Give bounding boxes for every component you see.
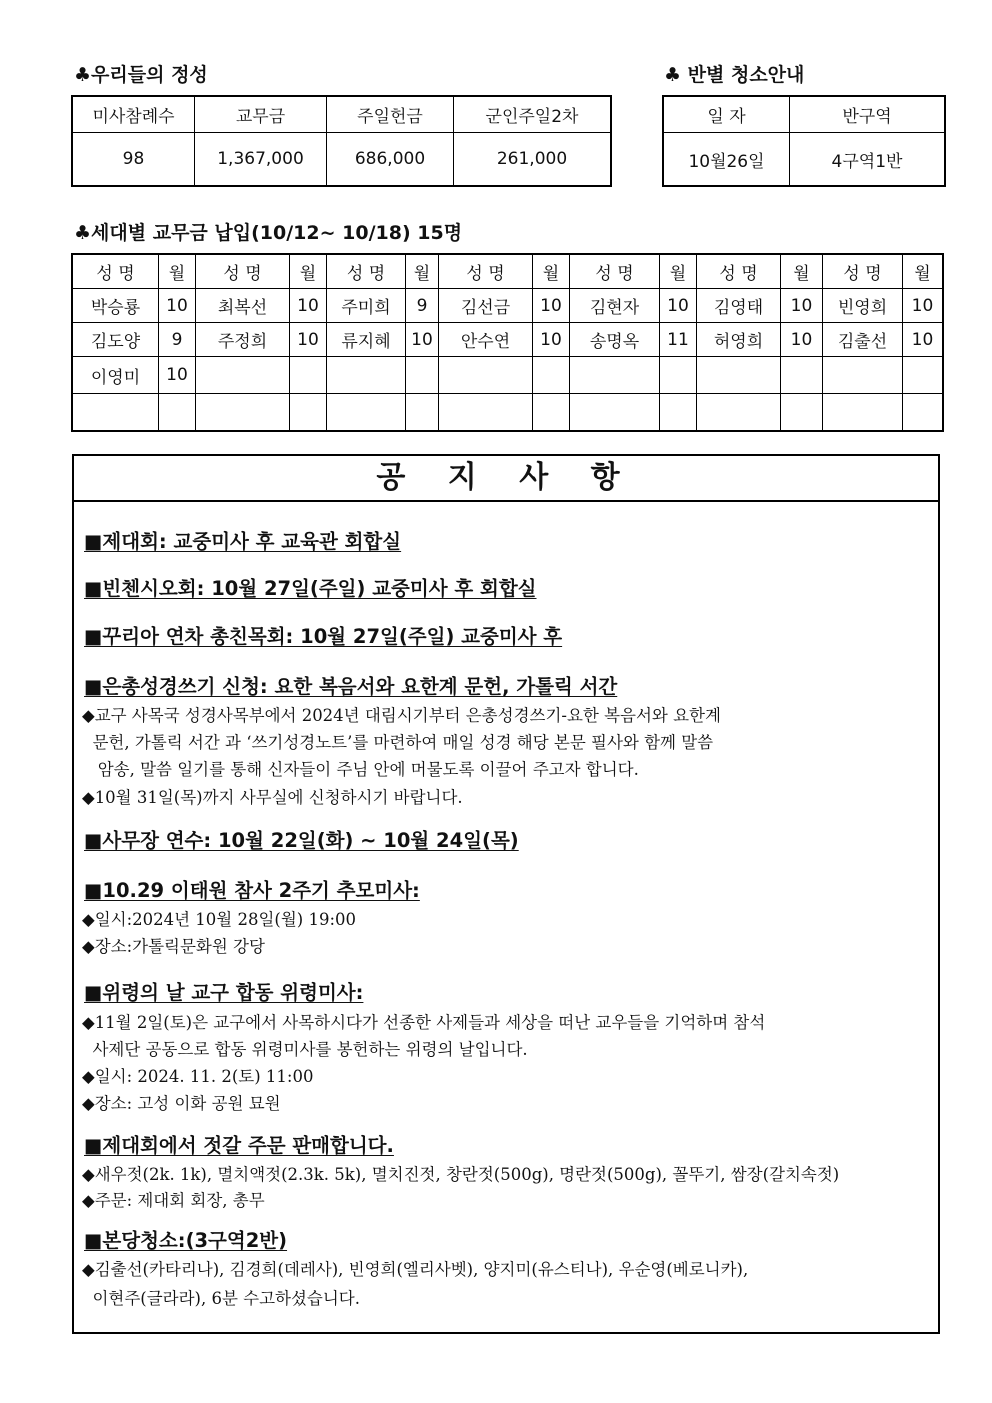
payment-name-cell: 이영미	[73, 357, 159, 394]
cleaning-header: 일 자	[664, 97, 790, 133]
offering-value: 98	[73, 133, 195, 186]
offering-title: ♣우리들의 정성	[74, 64, 208, 86]
payments-header-name: 성 명	[439, 255, 533, 289]
payments-header-month: 월	[159, 255, 196, 289]
payment-name-cell: 주미희	[327, 289, 406, 323]
payment-month-cell: 10	[533, 289, 570, 323]
payment-name-cell	[570, 357, 660, 394]
payment-name-cell: 김현자	[570, 289, 660, 323]
notice-heading: ■본당청소:(3구역2반)	[84, 1229, 288, 1252]
payment-month-cell: 10	[290, 289, 327, 323]
notice-line: ◆새우젓(2k. 1k), 멸치액젓(2.3k. 5k), 멸치진젓, 창란젓(500g), 명란젓(500g), 꼴뚜기, 쌈장(갈치속젓)	[82, 1165, 840, 1184]
notice-heading: ■빈첸시오회: 10월 27일(주일) 교중미사 후 회합실	[84, 577, 537, 600]
offering-header: 주일헌금	[327, 97, 454, 133]
payment-month-cell: 10	[660, 289, 697, 323]
payment-month-cell	[406, 394, 439, 431]
payment-month-cell: 10	[781, 323, 823, 357]
payment-name-cell: 빈영희	[823, 289, 903, 323]
offering-header: 미사참례수	[73, 97, 195, 133]
payment-month-cell: 10	[406, 323, 439, 357]
offering-table	[72, 96, 611, 186]
payment-name-cell: 허영희	[697, 323, 781, 357]
payments-header-name: 성 명	[570, 255, 660, 289]
offering-header: 군인주일2차	[454, 97, 611, 133]
payment-month-cell: 10	[781, 289, 823, 323]
payment-name-cell	[439, 357, 533, 394]
payment-name-cell	[439, 394, 533, 431]
notice-heading: ■10.29 이태원 참사 2주기 추모미사:	[84, 879, 420, 902]
payment-month-cell: 10	[533, 323, 570, 357]
payments-header-month: 월	[660, 255, 697, 289]
payment-month-cell: 10	[903, 323, 943, 357]
payment-month-cell	[781, 357, 823, 394]
cleaning-area: 4구역1반	[790, 133, 945, 186]
notice-header: 공 지 사 항	[74, 456, 938, 502]
notice-heading: ■은총성경쓰기 신청: 요한 복음서와 요한계 문헌, 가톨릭 서간	[84, 675, 618, 698]
payment-month-cell: 9	[406, 289, 439, 323]
payment-name-cell: 김도양	[73, 323, 159, 357]
payment-month-cell: 9	[159, 323, 196, 357]
notice-line: 문헌, 가톨릭 서간 과 ‘쓰기성경노트’를 마련하여 매일 성경 해당 본문 필사와 함께 말씀	[82, 733, 714, 752]
payment-name-cell	[196, 357, 290, 394]
payment-month-cell: 10	[159, 357, 196, 394]
payment-name-cell	[823, 394, 903, 431]
notice-line: 사제단 공동으로 합동 위령미사를 봉헌하는 위령의 날입니다.	[82, 1040, 528, 1059]
payments-row	[73, 394, 943, 431]
cleaning-date: 10월26일	[664, 133, 790, 186]
offering-value: 686,000	[327, 133, 454, 186]
payments-header-name: 성 명	[196, 255, 290, 289]
payment-month-cell	[159, 394, 196, 431]
payment-month-cell	[903, 394, 943, 431]
payment-month-cell	[533, 357, 570, 394]
payments-table	[72, 254, 943, 431]
payment-month-cell	[406, 357, 439, 394]
payment-name-cell: 류지혜	[327, 323, 406, 357]
notice-line: 이현주(글라라), 6분 수고하셨습니다.	[82, 1289, 360, 1308]
payment-month-cell: 10	[290, 323, 327, 357]
payment-month-cell	[290, 394, 327, 431]
notice-line: ◆11월 2일(토)은 교구에서 사목하시다가 선종한 사제들과 세상을 떠난 교우들을 기억하며 참석	[82, 1013, 766, 1032]
notice-line: ◆10월 31일(목)까지 사무실에 신청하시기 바랍니다.	[82, 788, 463, 807]
cleaning-title: ♣ 반별 청소안내	[664, 64, 805, 86]
payment-month-cell	[533, 394, 570, 431]
payment-month-cell	[290, 357, 327, 394]
payment-month-cell: 10	[903, 289, 943, 323]
notice-box	[72, 454, 940, 1334]
payment-name-cell: 박승룡	[73, 289, 159, 323]
cleaning-table	[663, 96, 945, 186]
payments-header-name: 성 명	[327, 255, 406, 289]
notice-line: ◆장소:가톨릭문화원 강당	[82, 937, 265, 956]
payments-row	[73, 289, 943, 323]
payment-name-cell	[697, 394, 781, 431]
payment-name-cell	[196, 394, 290, 431]
payments-header-month: 월	[533, 255, 570, 289]
payment-month-cell: 10	[159, 289, 196, 323]
notice-heading: ■꾸리아 연차 총친목회: 10월 27일(주일) 교중미사 후	[84, 625, 563, 648]
payment-name-cell: 김출선	[823, 323, 903, 357]
payment-name-cell	[697, 357, 781, 394]
payments-header-month: 월	[406, 255, 439, 289]
payment-month-cell	[660, 394, 697, 431]
notice-heading: ■제대회에서 젓갈 주문 판매합니다.	[84, 1134, 394, 1157]
notice-line: ◆주문: 제대회 회장, 총무	[82, 1191, 265, 1210]
payments-row	[73, 323, 943, 357]
payment-month-cell	[781, 394, 823, 431]
payment-month-cell	[903, 357, 943, 394]
payment-name-cell: 송명옥	[570, 323, 660, 357]
payment-name-cell: 김선금	[439, 289, 533, 323]
payment-name-cell: 안수연	[439, 323, 533, 357]
notice-line: ◆일시: 2024. 11. 2(토) 11:00	[82, 1067, 314, 1086]
cleaning-header: 반구역	[790, 97, 945, 133]
payment-name-cell	[73, 394, 159, 431]
payment-name-cell: 주정희	[196, 323, 290, 357]
payments-row	[73, 357, 943, 394]
payment-name-cell: 김영태	[697, 289, 781, 323]
offering-header: 교무금	[195, 97, 327, 133]
notice-line: ◆김출선(카타리나), 김경희(데레사), 빈영희(엘리사벳), 양지미(유스티나), 우순영(베로니카),	[82, 1260, 749, 1279]
payments-header-month: 월	[903, 255, 943, 289]
payments-header-month: 월	[290, 255, 327, 289]
notice-heading: ■제대회: 교중미사 후 교육관 회합실	[84, 530, 402, 553]
payment-month-cell	[660, 357, 697, 394]
payment-name-cell	[327, 357, 406, 394]
offering-value: 261,000	[454, 133, 611, 186]
payments-header-name: 성 명	[823, 255, 903, 289]
notice-heading: ■위령의 날 교구 합동 위령미사:	[84, 981, 364, 1004]
notice-line: ◆교구 사목국 성경사목부에서 2024년 대림시기부터 은총성경쓰기-요한 복음서와 요한계	[82, 706, 721, 725]
payment-name-cell	[570, 394, 660, 431]
offering-value: 1,367,000	[195, 133, 327, 186]
payments-title: ♣세대별 교무금 납입(10/12~ 10/18) 15명	[74, 222, 463, 244]
payments-header-month: 월	[781, 255, 823, 289]
payment-name-cell: 최복선	[196, 289, 290, 323]
notice-heading: ■사무장 연수: 10월 22일(화) ~ 10월 24일(목)	[84, 829, 519, 852]
notice-line: ◆장소: 고성 이화 공원 묘원	[82, 1094, 281, 1113]
notice-line: 암송, 말씀 일기를 통해 신자들이 주님 안에 머물도록 이끌어 주고자 합니다.	[82, 760, 639, 779]
payments-header-name: 성 명	[73, 255, 159, 289]
payment-name-cell	[327, 394, 406, 431]
notice-line: ◆일시:2024년 10월 28일(월) 19:00	[82, 910, 357, 929]
payments-header-name: 성 명	[697, 255, 781, 289]
payment-month-cell: 11	[660, 323, 697, 357]
payment-name-cell	[823, 357, 903, 394]
